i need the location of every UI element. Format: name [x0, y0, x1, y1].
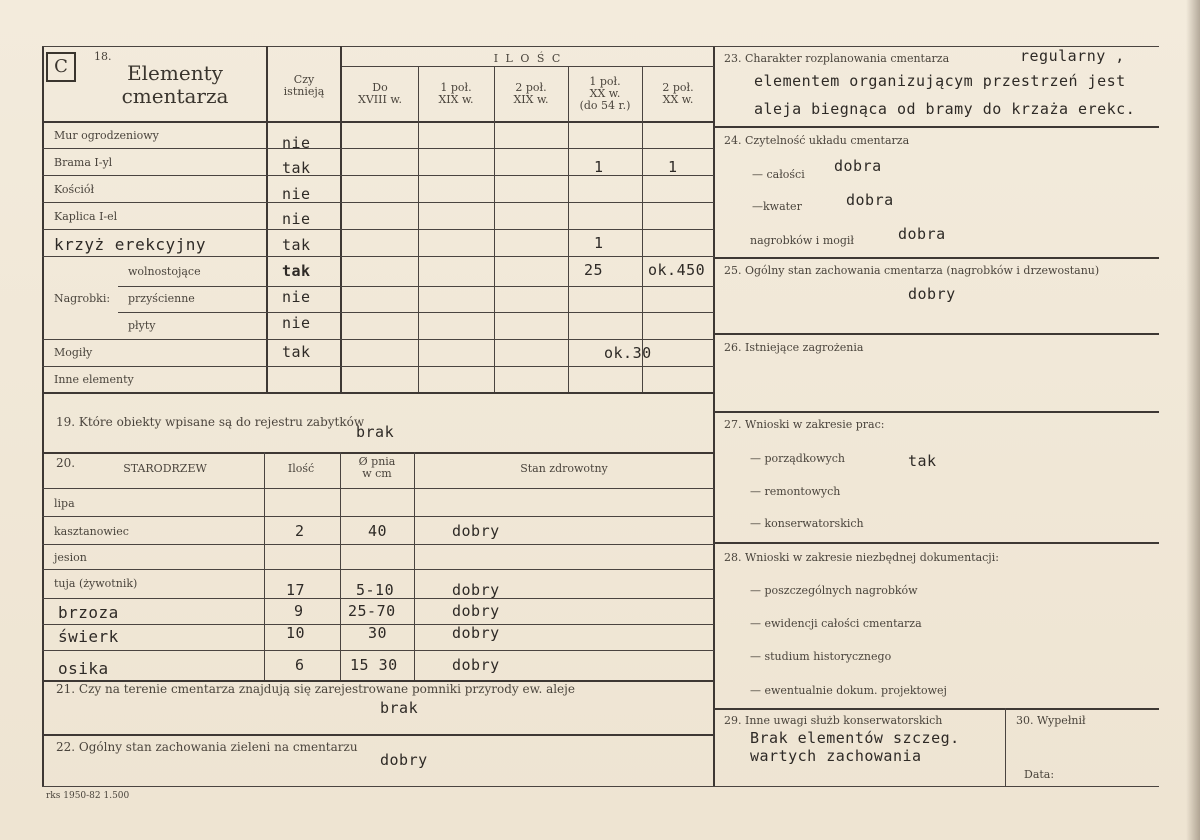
s18-col-line-1 [266, 46, 268, 392]
s29-value-line2: wartych zachowania [750, 747, 922, 765]
nagrobki-group-label: Nagrobki: [54, 292, 111, 305]
s27-order-label: — porządkowych [750, 452, 845, 465]
right-bottom-line [713, 786, 1159, 787]
s24-graves-label: nagrobków i mogił [750, 234, 855, 247]
exists-value: tak [282, 262, 311, 280]
exists-value: nie [282, 185, 311, 203]
row-label-inne: Inne elementy [54, 373, 134, 386]
section-letter-box: C [46, 52, 76, 82]
section-18-number: 18. [94, 50, 112, 63]
row-label-kosciol: Kościół [54, 183, 95, 196]
s28-item3: — studium historycznego [750, 650, 892, 663]
qty-1xx-brama: 1 [594, 158, 604, 176]
col-xviii-header: Do XVIII w. [358, 81, 402, 106]
s23-value-line2: elementem organizującym przestrzeń jest [754, 72, 1126, 90]
row-label-krzyz: krzyż erekcyjny [54, 235, 206, 254]
s24-whole-value: dobra [834, 157, 882, 175]
s21-value: brak [380, 699, 419, 717]
tree-diam: 30 [368, 624, 388, 642]
section-18-title-line2: cmentarza [121, 84, 229, 108]
exists-value: nie [282, 314, 311, 332]
qty-1xx-krzyz: 1 [594, 234, 604, 252]
qty-2xx-brama: 1 [668, 158, 678, 176]
s24-quarters-value: dobra [846, 191, 894, 209]
s20-col-qty: Ilość [287, 462, 315, 475]
s24-whole-label: — całości [752, 168, 805, 181]
row-label-mogily: Mogiły [54, 346, 93, 359]
s25-bottom-line [713, 333, 1159, 335]
col-2xix-header: 2 poł. XIX w. [513, 81, 549, 106]
s20-row-line [42, 544, 714, 545]
col-2xx-header: 2 poł. XX w. [662, 81, 694, 106]
qty-2xx-wolnostojace: ok.450 [648, 261, 706, 279]
exists-value: nie [282, 210, 311, 228]
s19-label: 19. Które obiekty wpisane są do rejestru zabytków [56, 415, 365, 429]
s21-bottom-line [42, 734, 714, 736]
exists-value: tak [282, 159, 311, 177]
tree-name: świerk [58, 627, 119, 646]
s20-row-line [42, 516, 714, 517]
s26-label: 26. Istniejące zagrożenia [724, 341, 864, 354]
s23-value-line3: aleja biegnąca od bramy do krzaża erekc. [754, 100, 1136, 118]
s19-value: brak [356, 423, 395, 441]
s18-row-line [42, 339, 714, 340]
col-1xix-header: 1 poł. XIX w. [438, 81, 474, 106]
tree-health: dobry [452, 522, 500, 540]
exists-value: nie [282, 288, 311, 306]
tree-name: lipa [54, 497, 75, 510]
row-label-wolnostojace: wolnostojące [128, 265, 201, 278]
tree-health: dobry [452, 624, 500, 642]
tree-health: dobry [452, 581, 500, 599]
s19-bottom-line [42, 452, 714, 454]
page-edge-shadow [1186, 0, 1200, 840]
exists-value: tak [282, 343, 311, 361]
tree-health: dobry [452, 656, 500, 674]
col-ilosc-header: I L O Ś C [493, 52, 563, 65]
s18-row-line [42, 229, 714, 230]
s27-conserv-label: — konserwatorskich [750, 517, 864, 530]
s18-row-line [42, 148, 714, 149]
s25-value: dobry [908, 285, 956, 303]
s28-item2: — ewidencji całości cmentarza [750, 617, 922, 630]
s24-bottom-line [713, 257, 1159, 259]
s24-label: 24. Czytelność układu cmentarza [724, 134, 910, 147]
s23-value-line1: regularny , [1020, 47, 1125, 65]
s18-col-line-2 [340, 46, 342, 392]
ilosc-underline [342, 66, 714, 67]
tree-qty: 17 [286, 581, 306, 599]
col-exists-header: Czy istnieją [283, 73, 325, 98]
s26-bottom-line [713, 411, 1159, 413]
tree-diam: 40 [368, 522, 388, 540]
tree-name: brzoza [58, 603, 119, 622]
tree-name: tuja (żywotnik) [54, 577, 138, 590]
tree-qty: 6 [295, 656, 305, 674]
s18-row-line [118, 312, 714, 313]
left-border [42, 46, 44, 786]
s22-bottom-line [42, 786, 714, 787]
tree-name: osika [58, 659, 109, 678]
col-1xx-header: 1 poł. XX w. (do 54 r.) [579, 75, 631, 112]
s24-graves-value: dobra [898, 225, 946, 243]
s20-number: 20. [56, 456, 76, 470]
qty-mogily: ok.30 [604, 344, 652, 362]
s20-col-name: STARODRZEW [123, 462, 207, 475]
s18-bottom-line [42, 392, 714, 394]
s22-label: 22. Ogólny stan zachowania zieleni na cmentarzu [56, 740, 358, 754]
s23-bottom-line [713, 126, 1159, 128]
s20-row-line [42, 569, 714, 570]
s20-col-line-2 [340, 452, 341, 680]
s18-row-line [42, 256, 714, 257]
s25-label: 25. Ogólny stan zachowania cmentarza (nagrobków i drzewostanu) [724, 264, 1100, 277]
s22-value: dobry [380, 751, 428, 769]
s28-item4: — ewentualnie dokum. projektowej [750, 684, 947, 697]
s28-label: 28. Wnioski w zakresie niezbędnej dokumentacji: [724, 551, 999, 564]
center-border [713, 46, 715, 786]
top-border [42, 46, 714, 47]
tree-diam: 25-70 [348, 602, 396, 620]
s27-label: 27. Wnioski w zakresie prac: [724, 418, 885, 431]
tree-qty: 2 [295, 522, 305, 540]
s30-date-label: Data: [1024, 768, 1055, 781]
footer-print-code: rks 1950-82 1.500 [46, 791, 130, 801]
s20-col-line-1 [264, 452, 265, 680]
tree-name: jesion [54, 551, 87, 564]
tree-health: dobry [452, 602, 500, 620]
tree-qty: 9 [294, 602, 304, 620]
s18-header-bottom [42, 121, 714, 123]
tree-name: kasztanowiec [54, 525, 129, 538]
s30-label: 30. Wypełnił [1016, 714, 1086, 727]
s18-row-line [42, 175, 714, 176]
s20-col-health: Stan zdrowotny [520, 462, 608, 475]
s18-row-line [42, 202, 714, 203]
s24-quarters-label: —kwater [752, 200, 802, 213]
s29-label: 29. Inne uwagi służb konserwatorskich [724, 714, 943, 727]
row-label-kaplica: Kaplica I-el [54, 210, 118, 223]
section-18-title-line1: Elementy [127, 61, 223, 85]
tree-diam: 5-10 [356, 581, 395, 599]
s20-row-line [42, 650, 714, 651]
s27-bottom-line [713, 542, 1159, 544]
exists-value: tak [282, 236, 311, 254]
s29-value-line1: Brak elementów szczeg. [750, 729, 960, 747]
s20-col-line-3 [414, 452, 415, 680]
s20-col-diam: Ø pnia w cm [358, 455, 396, 480]
s27-order-value: tak [908, 452, 937, 470]
s23-label: 23. Charakter rozplanowania cmentarza [724, 52, 950, 65]
s18-row-line [42, 366, 714, 367]
s21-label: 21. Czy na terenie cmentarza znajdują się zarejestrowane pomniki przyrody ew. aleje [56, 682, 575, 696]
s27-repair-label: — remontowych [750, 485, 841, 498]
s18-row-line [118, 286, 714, 287]
row-label-przyscienne: przyścienne [128, 292, 195, 305]
tree-diam: 15 30 [350, 656, 398, 674]
row-label-plyty: płyty [128, 319, 156, 332]
tree-qty: 10 [286, 624, 306, 642]
row-label-mur: Mur ogrodzeniowy [54, 129, 159, 142]
s28-bottom-line [713, 708, 1159, 710]
s28-item1: — poszczególnych nagrobków [750, 584, 918, 597]
s29-s30-divider [1005, 708, 1006, 786]
qty-1xx-wolnostojace: 25 [584, 261, 604, 279]
exists-value: nie [282, 134, 311, 152]
row-label-brama: Brama I-yl [54, 156, 113, 169]
s20-header-bottom [42, 488, 714, 489]
